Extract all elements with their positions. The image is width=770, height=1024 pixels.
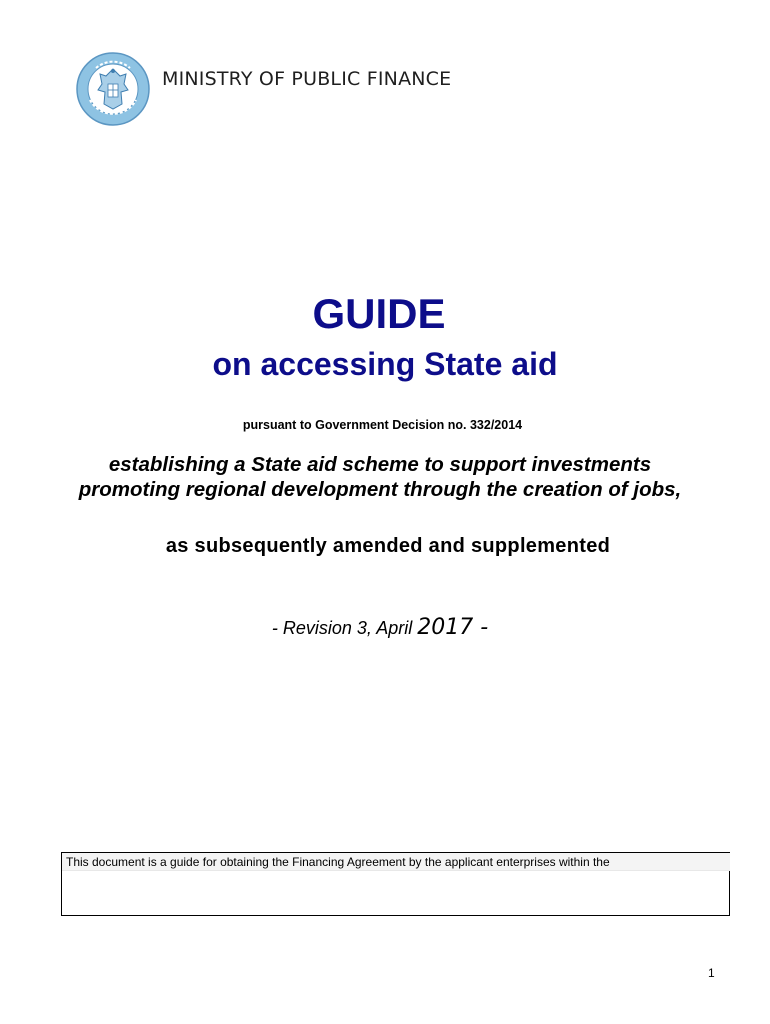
revision-line — [0, 615, 760, 640]
document-title: GUIDE — [312, 290, 446, 337]
legal-basis: pursuant to Government Decision no. 332/2014 — [242, 418, 523, 432]
notice-box — [61, 852, 730, 916]
document-subtitle: on accessing State aid — [212, 346, 558, 382]
revision-prefix: - Revision 3, April — [271, 618, 418, 638]
ministry-seal-logo — [76, 52, 150, 126]
amendment-note: as subsequently amended and supplemented — [165, 535, 611, 557]
revision-year: 2017 — [417, 615, 474, 640]
notice-text: This document is a guide for obtaining the Financing Agreement by the applicant enterprises within the — [66, 855, 610, 869]
revision-suffix: - — [473, 615, 489, 640]
ministry-name: MINISTRY OF PUBLIC FINANCE — [162, 68, 452, 90]
scheme-description: establishing a State aid scheme to support investments promoting regional development through the creation of jobs, — [78, 453, 682, 501]
page-number: 1 — [708, 966, 715, 980]
